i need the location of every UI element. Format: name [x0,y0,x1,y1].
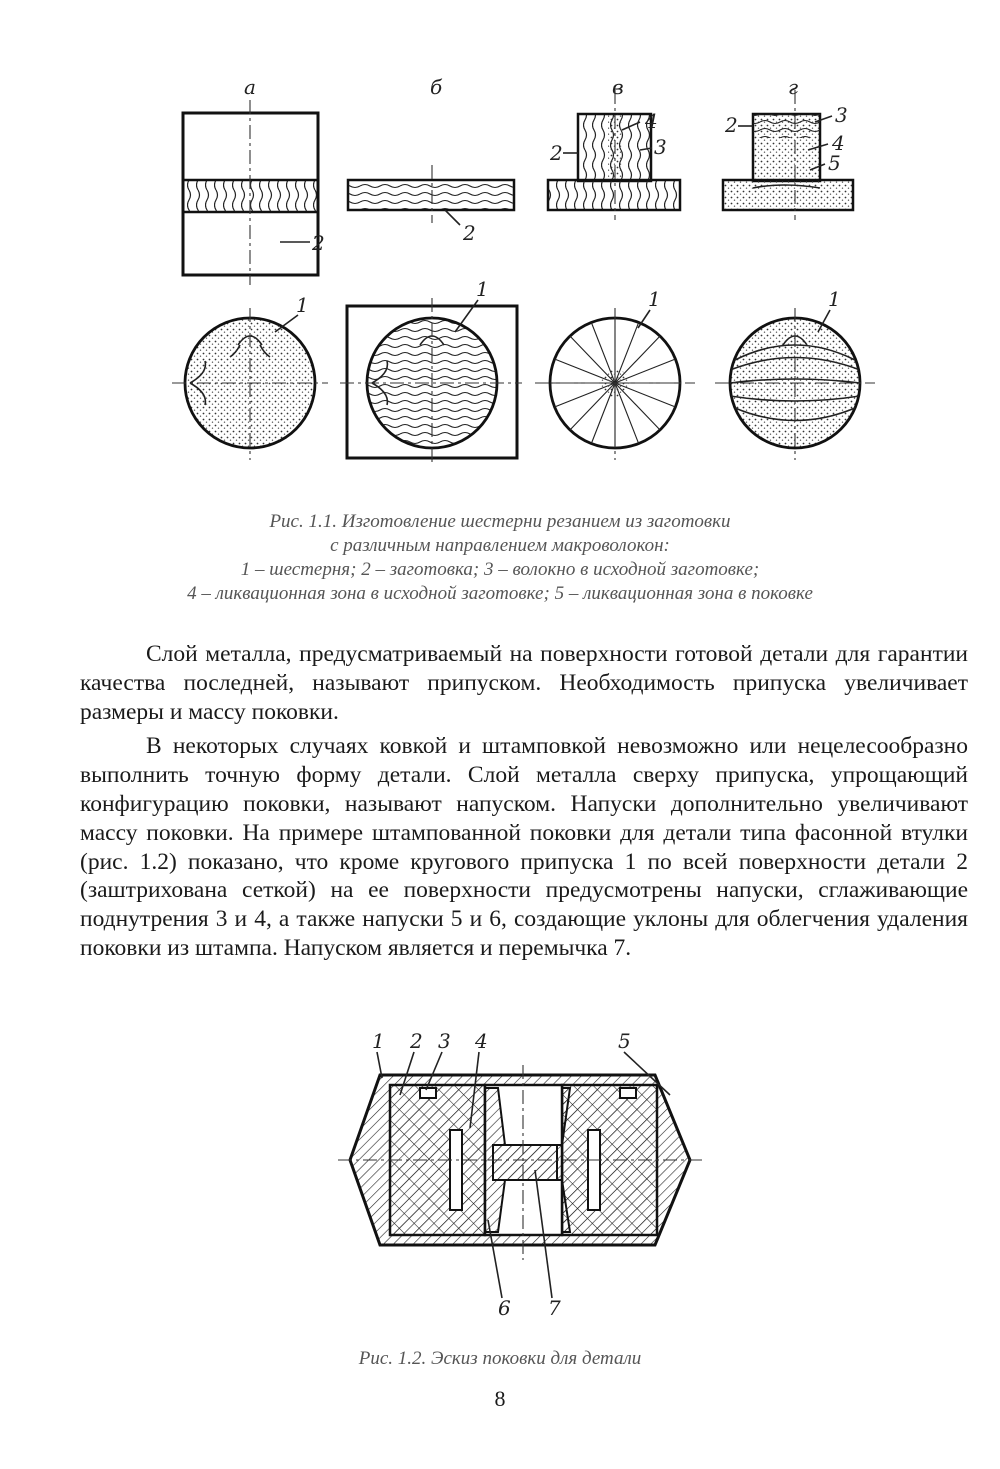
label-fig2-7: 7 [548,1296,561,1320]
label-gear-v-1: 1 [648,287,661,311]
label-b-2: 2 [463,221,476,245]
label-fig2-4: 4 [475,1029,488,1053]
label-fig2-2: 2 [410,1029,423,1053]
label-gear-g-1: 1 [828,287,841,311]
body-text [80,640,968,969]
gear-a-top-view [172,293,328,460]
label-col-a: а [244,75,256,99]
label-col-b: б [430,75,443,99]
label-fig2-6: 6 [498,1296,511,1320]
paragraph-1: Слой металла, предусматриваемый на поверхности готовой детали для гарантии качества последней, называют припуском. Необходимость припуска увеличивает размеры и массу поковки. [80,641,968,725]
gear-b-top-view [340,277,522,465]
label-g-3: 3 [835,103,848,127]
blank-v-side-view [548,90,680,220]
gear-g-top-view [715,287,875,460]
caption-line-1: Рис. 1.1. Изготовление шестерни резанием из заготовки [269,511,731,532]
label-gear-b-1: 1 [476,277,489,301]
paragraph-2: В некоторых случаях ковкой и штамповкой невозможно или нецелесообразно выполнить точную форму детали. Слой металла сверху припуска, упрощающий конфигурацию поковки, называют напуском. Напуски дополнительно увеличивают массу поковки. На примере штампованной поковки для детали типа фасонной втулки (рис. 1.2) показано, что кроме кругового припуска 1 по всей поверхности детали 2 (заштрихована сеткой) на ее поверхности предусмотрены напуски, сглаживающие поднутрения 3 и 4, а также напуски 5 и 6, создающие уклоны для облегчения удаления поковки из штампа. Напуском является и перемычка 7. [80,733,968,961]
caption-line-3: 1 – шестерня; 2 – заготовка; 3 – волокно в исходной заготовке; [240,559,760,580]
label-gear-a-1: 1 [296,293,309,317]
label-a-2: 2 [312,231,325,255]
blank-b-side-view [348,165,514,245]
blank-g-side-view [723,90,853,220]
label-v-4: 4 [645,109,658,133]
caption-line-2: с различным направлением макроволокон: [330,535,670,556]
label-v-3: 3 [654,135,667,159]
caption-line-4: 4 – ликвационная зона в исходной заготовке; 5 – ликвационная зона в поковке [187,583,813,604]
label-fig2-3: 3 [438,1029,451,1053]
label-col-g: г [788,75,799,99]
label-g-2: 2 [725,113,738,137]
figure-1-2-caption [0,1347,1000,1371]
blank-a-side-view [183,100,325,285]
label-g-4: 4 [832,131,845,155]
label-fig2-5: 5 [618,1029,631,1053]
figure-1-1 [160,70,880,490]
page-number: 8 [494,1386,506,1411]
label-col-v: в [612,75,624,99]
gear-v-top-view [535,287,695,460]
label-fig2-1: 1 [372,1029,385,1053]
caption-fig2: Рис. 1.2. Эскиз поковки для детали [358,1348,642,1369]
label-v-2: 2 [550,141,563,165]
label-g-5: 5 [828,151,841,175]
figure-1-1-caption [0,510,1000,606]
figure-1-2 [330,1020,710,1330]
